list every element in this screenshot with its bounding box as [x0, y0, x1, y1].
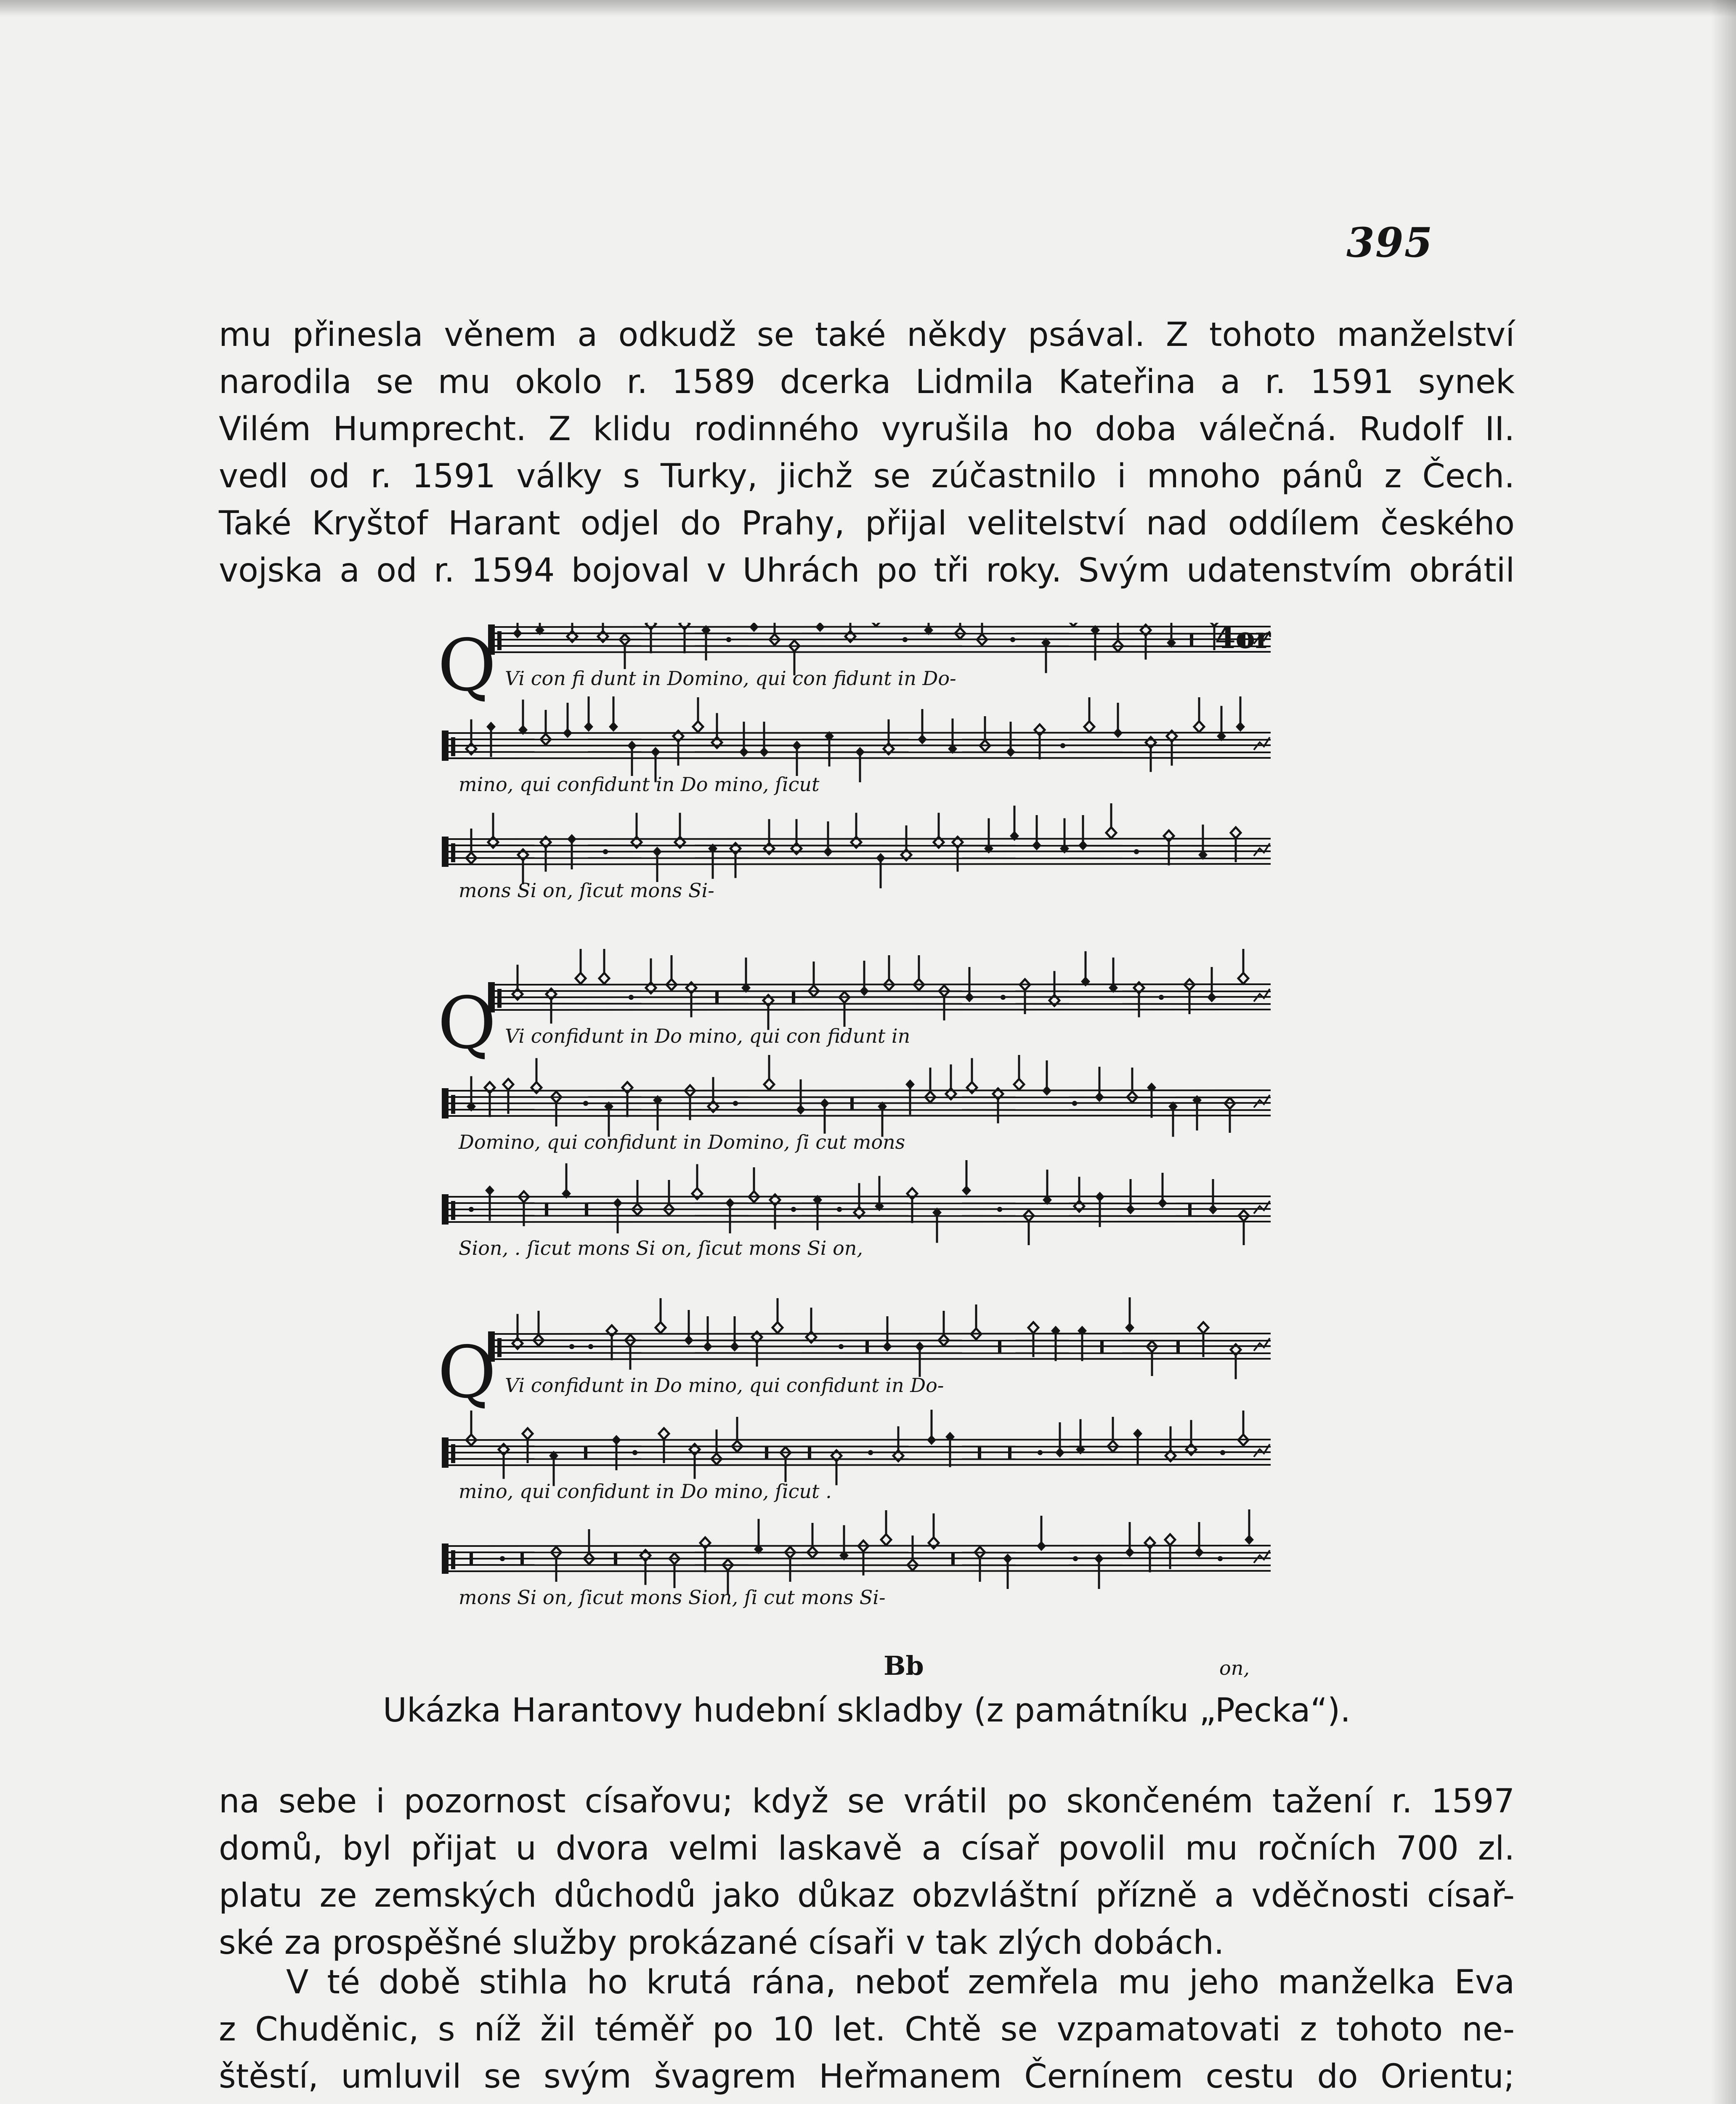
- note-head: [1194, 721, 1204, 732]
- note-head: [791, 843, 802, 854]
- lyric-line: mino, qui confidunt in Do mino, ſicut: [459, 773, 820, 796]
- text-line: štěstí, umluvil se svým švagrem Heřmanem Černínem cestu do Orientu;: [219, 2058, 1515, 2096]
- note-head: [845, 631, 855, 642]
- dot-mark: [791, 1207, 796, 1212]
- clef-mark: [442, 1194, 449, 1225]
- dot-mark: [1001, 995, 1006, 1000]
- staff-line: [488, 984, 1271, 985]
- clef-mark: [451, 737, 455, 756]
- dot-mark: [1060, 743, 1065, 748]
- text-line: platu ze zemských důchodů jako důkaz obzvláštní přízně a vděčnosti císař-: [219, 1877, 1515, 1915]
- lyric-line: Vi confidunt in Do mino, qui confidunt in Do-: [505, 1374, 944, 1397]
- staff-line: [488, 1009, 1271, 1010]
- lyric-line: Vi confidunt in Do mino, qui con fidunt in: [505, 1025, 910, 1047]
- note-head: [656, 1322, 666, 1333]
- rest-mark: [792, 991, 795, 1004]
- dot-mark: [1073, 1556, 1078, 1561]
- staff-line: [442, 851, 1271, 852]
- clef-mark: [451, 1550, 455, 1569]
- dot-mark: [837, 1207, 842, 1212]
- rest-mark: [865, 1340, 869, 1353]
- text-line: Také Kryštof Harant odjel do Prahy, přijal velitelství nad oddílem českého: [219, 505, 1515, 542]
- rest-mark: [1188, 1203, 1192, 1216]
- staff-line: [488, 1340, 1271, 1341]
- rest-mark: [1100, 1340, 1104, 1353]
- corner-mark: 4or: [1215, 623, 1271, 655]
- note-head: [1198, 1322, 1208, 1333]
- dot-mark: [569, 1344, 574, 1349]
- lyric-line: Vi con fi dunt in Domino, qui con fidunt in Do-: [505, 667, 956, 690]
- staff-line: [442, 745, 1271, 746]
- page-number: 395: [1346, 219, 1433, 266]
- note-head: [659, 1428, 669, 1439]
- clef-mark: [442, 1088, 449, 1118]
- rest-mark: [584, 1446, 587, 1459]
- text-line: ské za prospěšné služby prokázané císaři v tak zlých dobách.: [219, 1924, 1224, 1962]
- dot-mark: [726, 637, 731, 642]
- dot-mark: [469, 1207, 474, 1212]
- dot-mark: [903, 637, 908, 642]
- rest-mark: [614, 1552, 617, 1565]
- dot-mark: [733, 1101, 738, 1106]
- note-head: [576, 973, 586, 984]
- dot-mark: [1134, 849, 1139, 854]
- note-head: [881, 1534, 891, 1545]
- lyric-tail: on,: [1219, 1657, 1250, 1679]
- rest-mark: [470, 1552, 473, 1565]
- music-figure: [429, 623, 1287, 1692]
- clef-mark: [442, 731, 449, 761]
- dot-mark: [603, 849, 608, 854]
- initial-letter: Q: [438, 1331, 496, 1414]
- dot-mark: [588, 1344, 593, 1349]
- rest-mark: [520, 1552, 524, 1565]
- dot-mark: [1220, 1450, 1225, 1455]
- text-line: na sebe i pozornost císařovu; když se vrátil po skončeném tažení r. 1597: [219, 1783, 1515, 1820]
- dot-mark: [629, 995, 634, 1000]
- lyric-line: mons Si on, ſicut mons Sion, ſi cut mons Si-: [459, 1586, 886, 1609]
- rest-mark: [1176, 1340, 1180, 1353]
- note-head: [1028, 1322, 1038, 1333]
- note-head: [599, 973, 609, 984]
- paragraph-1: [219, 311, 1515, 594]
- note-head: [967, 1082, 977, 1093]
- rest-mark: [545, 1203, 548, 1216]
- staff-line: [442, 1452, 1271, 1453]
- text-line: z Chuděnic, s níž žil téměř po 10 let. Chtě se vzpamatovati z tohoto ne-: [219, 2011, 1515, 2048]
- staff-line: [442, 739, 1271, 740]
- staff-line: [442, 845, 1271, 846]
- staff-line: [442, 1558, 1271, 1559]
- note-head: [1186, 1444, 1196, 1455]
- staff-line: [442, 1446, 1271, 1447]
- dot-mark: [1038, 1450, 1043, 1455]
- music-score: [429, 623, 1287, 1692]
- lyric-line: mino, qui confidunt in Do mino, ſicut .: [459, 1480, 832, 1503]
- note-head: [1145, 1538, 1155, 1549]
- note-head: [1165, 1534, 1175, 1545]
- note-head: [646, 623, 656, 630]
- clef-mark: [451, 843, 455, 862]
- dot-mark: [839, 1344, 844, 1349]
- note-head: [1014, 1079, 1024, 1090]
- rest-mark: [1008, 1446, 1011, 1459]
- initial-letter: Q: [438, 624, 496, 707]
- text-line: domů, byl přijat u dvora velmi laskavě a císař povolil mu ročních 700 zl.: [219, 1830, 1515, 1868]
- text-line: Vilém Humprecht. Z klidu rodinného vyrušila ho doba válečná. Rudolf II.: [219, 410, 1515, 448]
- note-head: [1035, 725, 1045, 736]
- dot-mark: [500, 1556, 505, 1561]
- clef-mark: [451, 1444, 455, 1463]
- text-line: vojska a od r. 1594 bojoval v Uhrách po tři roky. Svým udatenstvím obrátil: [219, 552, 1515, 590]
- rest-mark: [585, 1203, 588, 1216]
- note-head: [1068, 623, 1078, 626]
- rest-mark: [715, 991, 719, 1004]
- scan-shadow-top: [0, 0, 1736, 17]
- dot-mark: [583, 1101, 588, 1106]
- text-line: mu přinesla věnem a odkudž se také někdy psával. Z tohoto manželství: [219, 316, 1515, 354]
- text-line: vedl od r. 1591 války s Turky, jichž se zúčastnilo i mnoho pánů z Čech.: [219, 457, 1515, 495]
- staff-line: [442, 1090, 1271, 1091]
- lyric-line: mons Si on, ſicut mons Si-: [459, 879, 714, 902]
- dot-mark: [1072, 1101, 1077, 1106]
- rest-mark: [951, 1552, 955, 1565]
- rest-mark: [765, 1446, 768, 1459]
- clef-mark: [497, 631, 502, 650]
- clef-mark: [442, 1437, 449, 1468]
- note-head: [1238, 973, 1248, 984]
- paragraph-3: [219, 1959, 1515, 2100]
- note-head: [772, 1322, 783, 1333]
- clef-mark: [442, 837, 449, 867]
- note-head: [871, 623, 881, 626]
- dot-mark: [1218, 1556, 1223, 1561]
- clef-mark: [442, 1543, 449, 1574]
- text-line: V té době stihla ho krutá rána, neboť zemřela mu jeho manželka Eva: [286, 1963, 1515, 2001]
- note-head: [1106, 827, 1116, 838]
- rest-mark: [998, 1340, 1001, 1353]
- initial-letter: Q: [438, 982, 496, 1065]
- staff-line: [442, 1552, 1271, 1553]
- clef-mark: [451, 1201, 455, 1220]
- note-head: [1074, 1201, 1084, 1212]
- staff-line: [488, 1346, 1271, 1347]
- note-head: [1084, 721, 1094, 732]
- note-head: [907, 1188, 917, 1199]
- dot-mark: [868, 1450, 873, 1455]
- figure-caption: Ukázka Harantovy hudební skladby (z památníku „Pecka“).: [382, 1692, 1351, 1729]
- note-head: [764, 1079, 774, 1090]
- rest-mark: [1190, 633, 1193, 646]
- signature-mark: Bb: [884, 1650, 924, 1681]
- lyric-line: Sion, . ſicut mons Si on, ſicut mons Si on,: [459, 1237, 863, 1259]
- dot-mark: [1159, 995, 1164, 1000]
- note-head: [1164, 831, 1174, 842]
- paragraph-2: [219, 1778, 1515, 1966]
- note-head: [1231, 827, 1241, 838]
- text-line: narodila se mu okolo r. 1589 dcerka Lidmila Kateřina a r. 1591 synek: [219, 363, 1515, 401]
- note-head: [1146, 737, 1156, 748]
- rest-mark: [978, 1446, 981, 1459]
- note-head: [523, 1428, 533, 1439]
- lyric-line: Domino, qui confidunt in Domino, ſi cut mons: [459, 1131, 905, 1153]
- clef-mark: [451, 1095, 455, 1114]
- dot-mark: [997, 1207, 1002, 1212]
- note-head: [503, 1079, 513, 1090]
- clef-mark: [497, 989, 502, 1008]
- rest-mark: [808, 1446, 811, 1459]
- dot-mark: [632, 1450, 637, 1455]
- dot-mark: [1010, 637, 1015, 642]
- note-head: [693, 721, 703, 732]
- scan-shadow-right: [1711, 0, 1736, 2104]
- note-head: [929, 1538, 939, 1549]
- rest-mark: [850, 1097, 854, 1110]
- clef-mark: [497, 1338, 502, 1357]
